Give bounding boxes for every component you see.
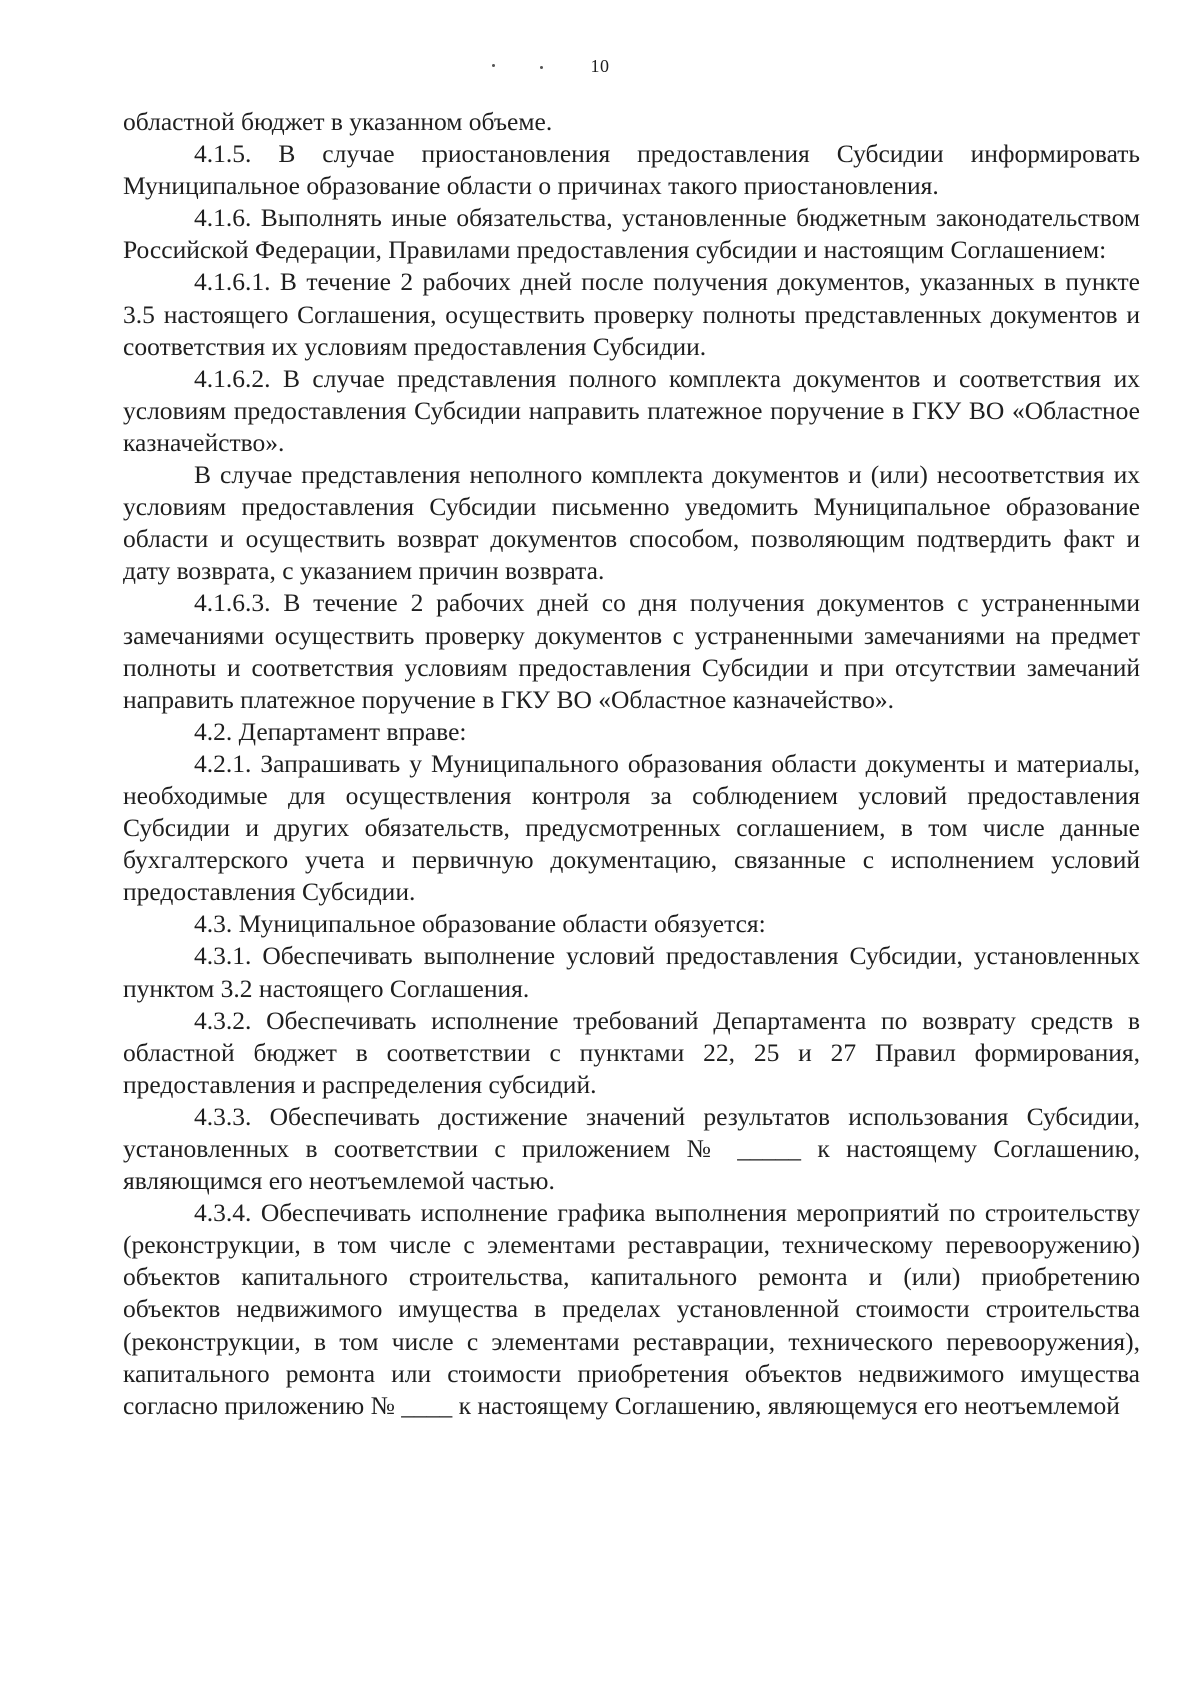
paragraph-4-2: 4.2. Департамент вправе: [194, 716, 467, 746]
paragraph: областной бюджет в указанном объеме. [123, 107, 553, 136]
scan-speck [492, 64, 495, 67]
paragraph-4-1-6-2: 4.1.6.2. В случае представления полного комплекта документов и соответствия их условиям предоставления Субсидии направить платежное поручение в ГКУ ВО «Областное казначейство». [123, 363, 1140, 457]
document-body [123, 106, 1140, 1422]
paragraph-4-2-1: 4.2.1. Запрашивать у Муниципального образования области документы и материалы, необходимые для осуществления контроля за соблюдением условий предоставления Субсидии и других обязательств, предусмотренных соглашением, в том числе данные бухгалтерского учета и первичную документацию, связанные с исполнением условий предоставления Субсидии. [123, 748, 1140, 907]
scan-speck [540, 66, 543, 69]
paragraph-4-1-6: 4.1.6. Выполнять иные обязательства, установленные бюджетным законодательством Российской Федерации, Правилами предоставления субсидии и настоящим Соглашением: [123, 203, 1140, 265]
paragraph-4-1-6-1: 4.1.6.1. В течение 2 рабочих дней после получения документов, указанных в пункте 3.5 настоящего Соглашения, осуществить проверку полноты представленных документов и соответствия их условиям предоставления Субсидии. [123, 267, 1140, 361]
paragraph-incomplete-documents: В случае представления неполного комплекта документов и (или) несоответствия их условиям предоставления Субсидии письменно уведомить Муниципальное образование области и осуществить возврат документов способом, позволяющим подтвердить факт и дату возврата, с указанием причин возврата. [123, 460, 1140, 586]
paragraph-4-3-2: 4.3.2. Обеспечивать исполнение требований Департамента по возврату средств в областной бюджет в соответствии с пунктами 22, 25 и 27 Правил формирования, предоставления и распределения субсидий. [123, 1005, 1140, 1099]
paragraph-4-3-1: 4.3.1. Обеспечивать выполнение условий предоставления Субсидии, установленных пунктом 3.2 настоящего Соглашения. [123, 941, 1140, 1003]
paragraph-4-1-5: 4.1.5. В случае приостановления предоставления Субсидии информировать Муниципальное образование области о причинах такого приостановления. [123, 139, 1140, 201]
page-number: 10 [590, 56, 610, 76]
paragraph-4-3-4: 4.3.4. Обеспечивать исполнение графика выполнения мероприятий по строительству (реконструкции, в том числе с элементами реставрации, техническому перевооружению) объектов капитального строительства, капитального ремонта и (или) приобретению объектов недвижимого имущества в пределах установленной стоимости строительства (реконструкции, в том числе с элементами реставрации, технического перевооружения), капитального ремонта или стоимости приобретения объектов недвижимого имущества согласно приложению № ____ к настоящему Соглашению, являющемуся его неотъемлемой [123, 1198, 1140, 1420]
paragraph-4-3-3: 4.3.3. Обеспечивать достижение значений результатов использования Субсидии, установленных в соответствии с приложением № _____ к настоящему Соглашению, являющимся его неотъемлемой частью. [123, 1101, 1140, 1196]
paragraph-4-1-6-3: 4.1.6.3. В течение 2 рабочих дней со дня получения документов с устраненными замечаниями осуществить проверку документов с устраненными замечаниями на предмет полноты и соответствия условиям предоставления Субсидии и при отсутствии замечаний направить платежное поручение в ГКУ ВО «Областное казначейство». [123, 588, 1140, 714]
paragraph-4-3: 4.3. Муниципальное образование области обязуется: [194, 909, 766, 939]
